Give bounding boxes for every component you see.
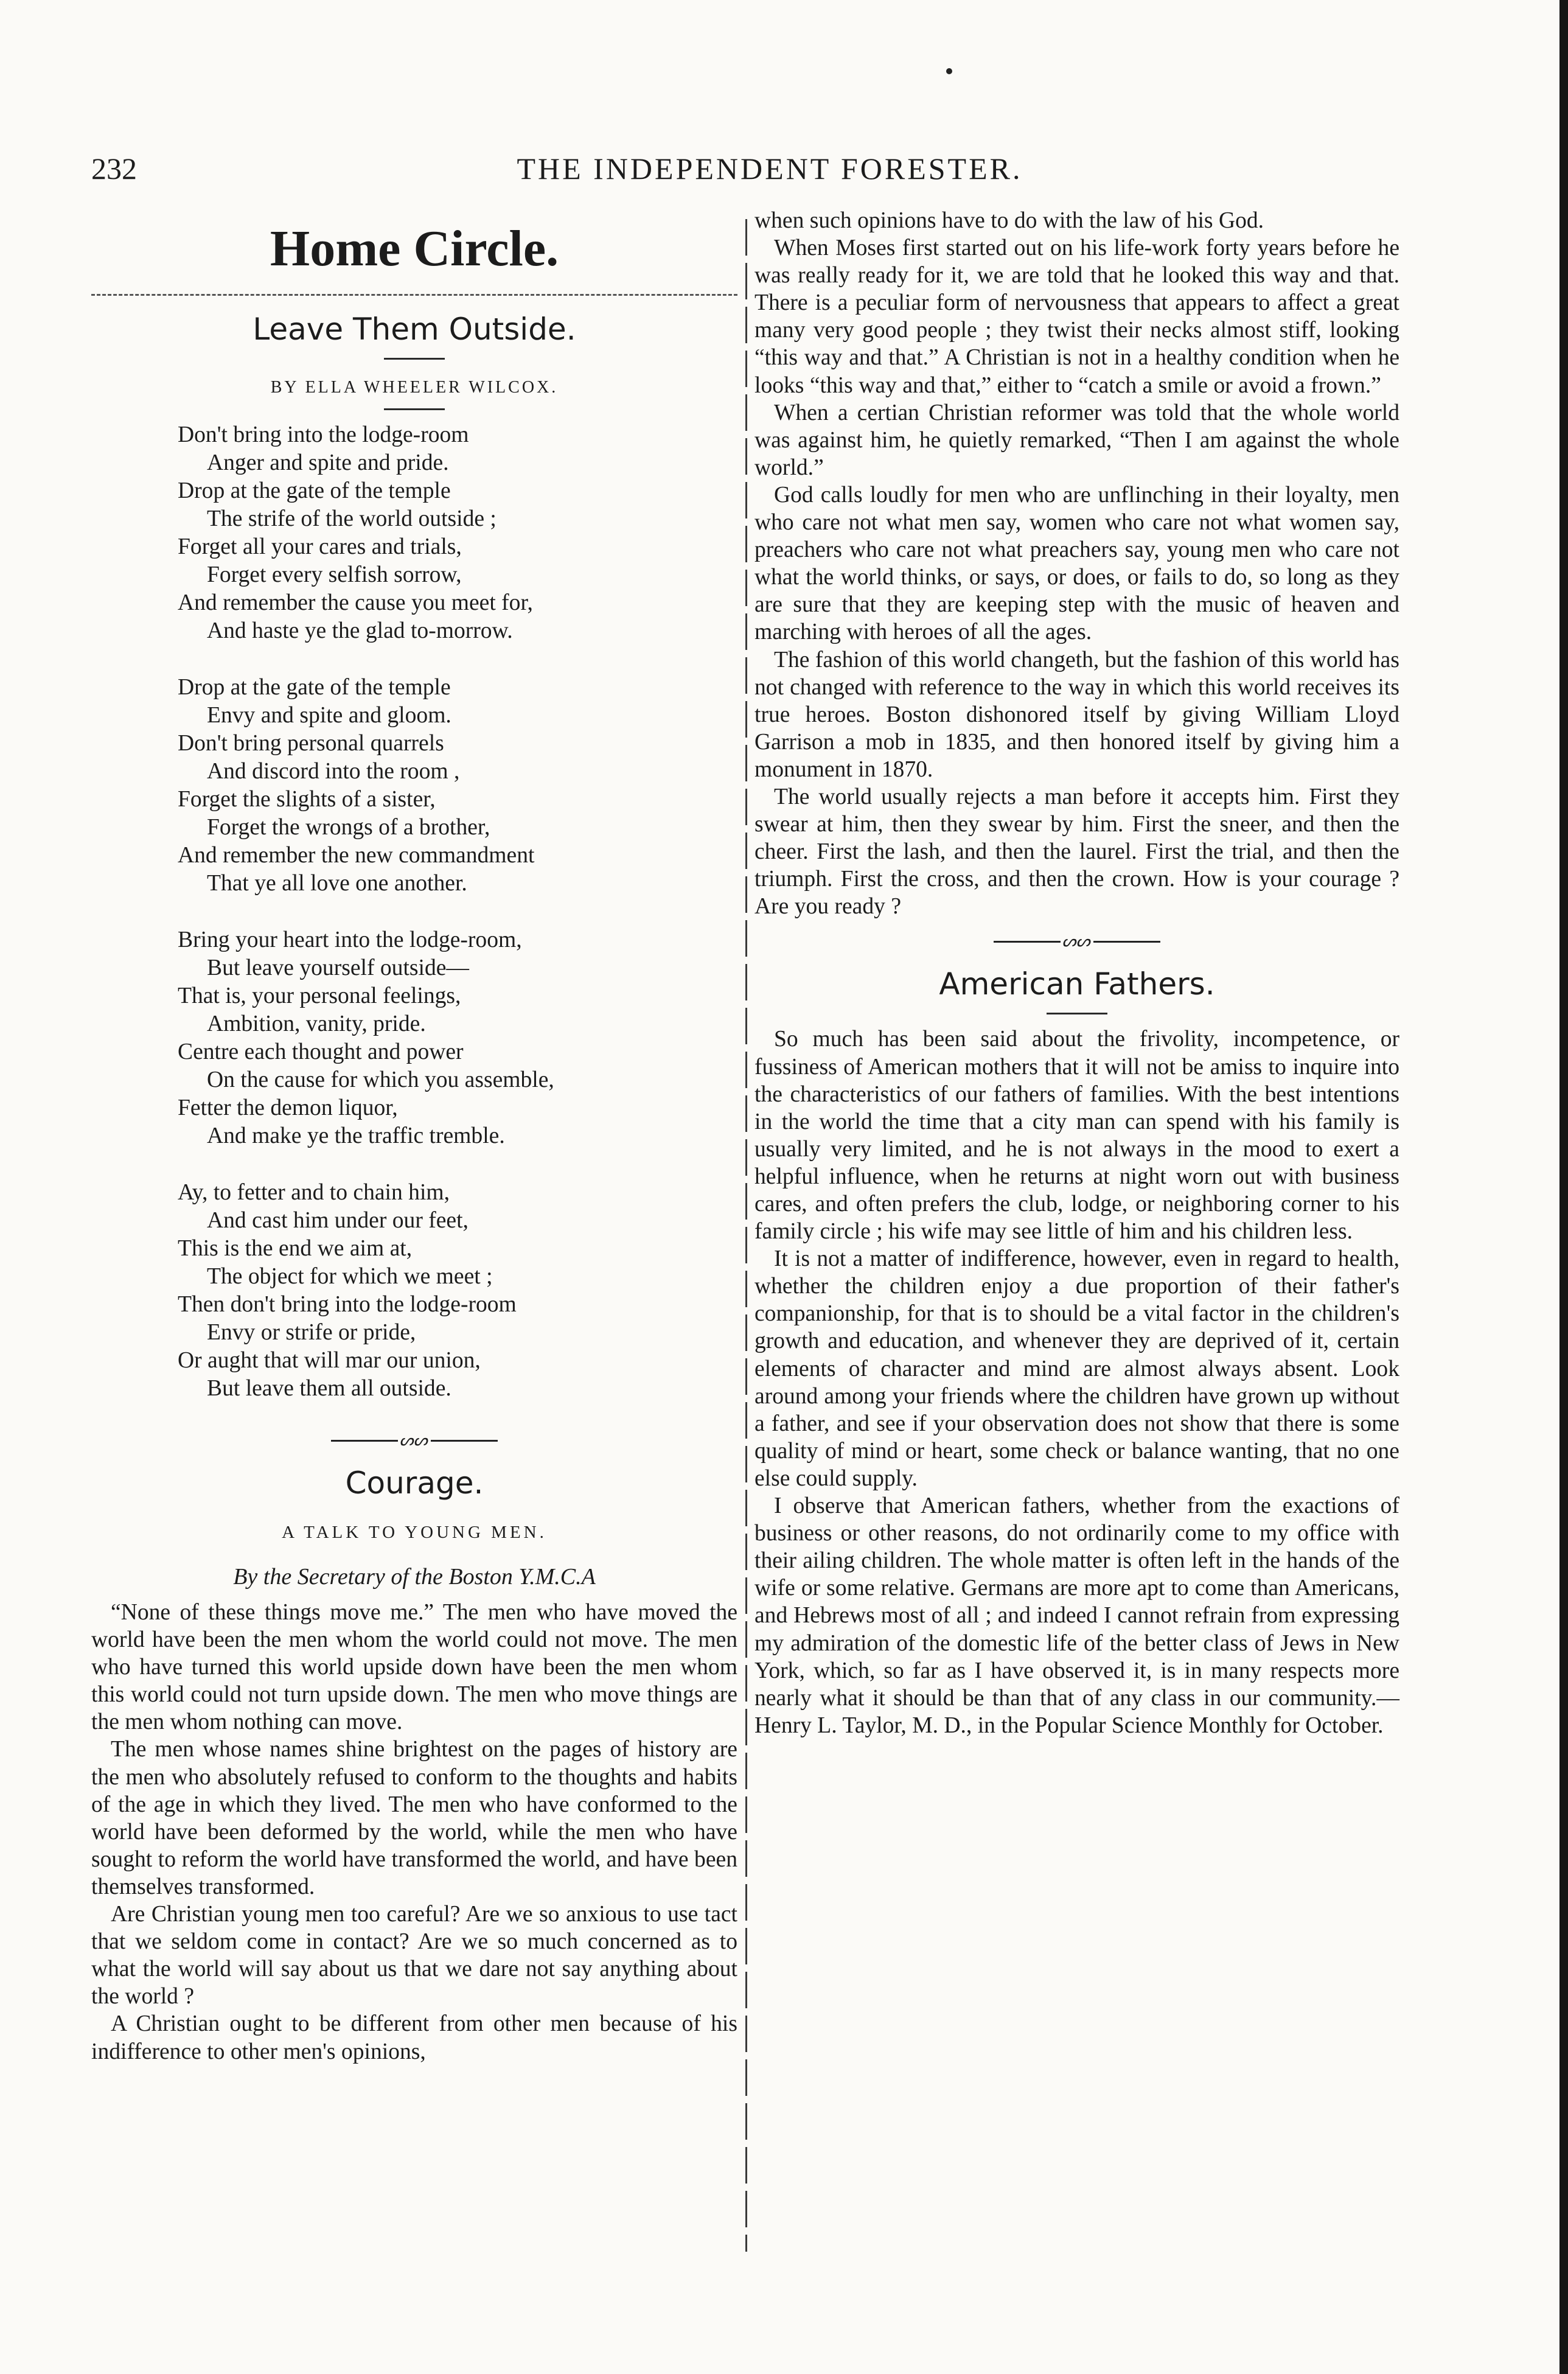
ornament-mark: ᔕᔕ [400, 1431, 429, 1450]
author-rule [384, 408, 445, 410]
poem-line: Forget all your cares and trials, [178, 534, 462, 559]
poem-line: Drop at the gate of the temple [178, 478, 451, 503]
poem-line: The strife of the world outside ; [207, 506, 497, 531]
poem-line: Don't bring into the lodge-room [178, 422, 469, 447]
print-speck [946, 68, 952, 74]
poem-line: Envy and spite and gloom. [207, 703, 451, 728]
running-title: THE INDEPENDENT FORESTER. [517, 152, 1023, 186]
poem-line: This is the end we aim at, [178, 1236, 413, 1261]
section-divider [91, 294, 737, 296]
page-header [91, 151, 1448, 194]
poem-author: BY ELLA WHEELER WILCOX. [270, 378, 559, 397]
poem-line: Then don't bring into the lodge-room [178, 1292, 517, 1317]
paragraph: “None of these things move me.” The men who have moved the world have been the men whom the world could not move. The men who have turned this world upside down have been the men whom this world could not turn upside down. The men who move things are the men whom nothing can move. [91, 1600, 737, 1735]
paragraph: When Moses first started out on his life-work forty years before he was really ready for it, we are told that he looked this way and that. There is a peculiar form of nervousness that appears to affect a great many very good people ; they twist their necks almost stiff, looking “this way and that.” A Christian is not in a healthy condition when he looks “this way and that,” either to “catch a smile or avoid a frown.” [754, 236, 1399, 398]
poem-title: Leave Them Outside. [253, 312, 576, 347]
poem-line: And remember the new commandment [178, 843, 535, 868]
poem-line: But leave them all outside. [207, 1376, 451, 1401]
poem-line: Don't bring personal quarrels [178, 731, 444, 756]
title-rule [384, 358, 445, 360]
poem-line: That ye all love one another. [207, 871, 467, 896]
poem-line: Fetter the demon liquor, [178, 1095, 398, 1120]
poem-line: The object for which we meet ; [207, 1264, 493, 1289]
paragraph: The men whose names shine brightest on the pages of history are the men who absolutely refused to conform to the thoughts and habits of the age in which they lived. The men who have conformed to the world have been deformed by the world, while the men who have sought to reform the world have transformed the world, and have been themselves transformed. [91, 1737, 737, 1899]
paragraph: God calls loudly for men who are unflinching in their loyalty, men who care not what men say, women who care not what women say, preachers who care not what preachers say, young men who care not what the world thinks, or says, or does, or fails to do, so long as they are sure that they are keeping step with the music of heaven and marching with heroes of all the ages. [754, 482, 1399, 645]
poem-line: And discord into the room , [207, 759, 460, 784]
left-column [91, 207, 737, 2065]
poem-line: Drop at the gate of the temple [178, 675, 451, 700]
ornament-divider [91, 1431, 737, 1450]
paragraph: Are Christian young men too careful? Are we so anxious to use tact that we seldom come in contact? Are we so much concerned as to what the world will say about us that we dare not say anything about the world ? [91, 1902, 737, 2009]
poem-line: Bring your heart into the lodge-room, [178, 927, 522, 952]
section-title-home-circle: Home Circle. [270, 220, 559, 277]
poem-line: Ambition, vanity, pride. [207, 1011, 426, 1036]
article-byline: By the Secretary of the Boston Y.M.C.A [233, 1564, 596, 1590]
article-subtitle: A TALK TO YOUNG MEN. [282, 1523, 547, 1542]
paragraph: when such opinions have to do with the law of his God. [754, 208, 1264, 233]
binding-edge [1559, 0, 1568, 2374]
poem-stanza [91, 421, 737, 645]
article-title-courage: Courage. [345, 1465, 484, 1501]
paragraph: It is not a matter of indifference, however, even in regard to health, whether the children enjoy a due proportion of their father's companionship, for that is to should be a vital factor in the children's growth and education, and whenever they are deprived of it, certain elements of character and mind are almost always absent. Look around among your friends where the children have grown up without a father, and see if your observation does not show that there is some quality of mind or heart, some check or balance wanting, that no one else could supply. [754, 1246, 1399, 1491]
poem-line: That is, your personal feelings, [178, 983, 461, 1008]
ornament-divider [754, 932, 1399, 951]
paragraph: When a certian Christian reformer was told that the whole world was against him, he quietly remarked, “Then I am against the whole world.” [754, 400, 1399, 480]
paragraph: I observe that American fathers, whether from the exactions of business or other reasons, do not ordinarily come to my office with their ailing children. The whole matter is often left in the hands of the wife or some relative. Germans are more apt to come than Americans, and Hebrews most of all ; and indeed I cannot refrain from expressing my admiration of the domestic life of the better class of Jews in New York, which, so far as I have observed it, is in many respects more nearly what it should be than that of any class in our community.—Henry L. Taylor, M. D., in the Popular Science Monthly for October. [754, 1493, 1399, 1738]
poem-line: And cast him under our feet, [207, 1208, 469, 1233]
poem-line: Ay, to fetter and to chain him, [178, 1180, 450, 1205]
poem-line: But leave yourself outside— [207, 955, 470, 980]
poem-body [91, 421, 737, 1403]
paragraph: The world usually rejects a man before it accepts him. First they swear at him, then they swear by him. First the sneer, and then the cheer. First the lash, and then the laurel. First the trial, and then the triumph. First the cross, and then the crown. How is your courage ? Are you ready ? [754, 784, 1399, 920]
poem-line: Anger and spite and pride. [207, 450, 449, 475]
poem-line: Centre each thought and power [178, 1039, 464, 1064]
paragraph: The fashion of this world changeth, but the fashion of this world has not changed with reference to the way in which this world receives its true heroes. Boston dishonored itself by giving William Lloyd Garrison a mob in 1835, and then honored itself by giving him a monument in 1870. [754, 647, 1399, 782]
poem-stanza [91, 1179, 737, 1403]
poem-stanza [91, 674, 737, 898]
poem-line: And haste ye the glad to-morrow. [207, 618, 513, 643]
poem-line: Forget the slights of a sister, [178, 787, 436, 812]
right-column [754, 207, 1399, 1739]
article-title-american-fathers: American Fathers. [939, 966, 1215, 1002]
page-number: 232 [91, 152, 137, 186]
title-rule [1047, 1013, 1107, 1014]
column-rule [745, 219, 747, 2252]
poem-line: Forget the wrongs of a brother, [207, 815, 490, 840]
poem-line: Forget every selfish sorrow, [207, 562, 462, 587]
poem-line: On the cause for which you assemble, [207, 1067, 554, 1092]
poem-stanza [91, 926, 737, 1150]
paragraph: A Christian ought to be different from other men because of his indifference to other men's opinions, [91, 2011, 737, 2064]
poem-line: Envy or strife or pride, [207, 1320, 416, 1345]
poem-line: Or aught that will mar our union, [178, 1348, 481, 1373]
paragraph: So much has been said about the frivolity, incompetence, or fussiness of American mothers that it will not be amiss to inquire into the characteristics of our fathers of families. With the best intentions in the world the time that a city man can spend with his family is usually very limited, and he is not always in the mood to exert a helpful influence, when he returns at night worn out with business cares, and often prefers the club, lodge, or neighboring corner to his family circle ; his wife may see little of him and his children less. [754, 1027, 1399, 1245]
ornament-mark: ᔕᔕ [1062, 932, 1092, 951]
poem-line: And remember the cause you meet for, [178, 590, 533, 615]
poem-line: And make ye the traffic tremble. [207, 1123, 505, 1148]
